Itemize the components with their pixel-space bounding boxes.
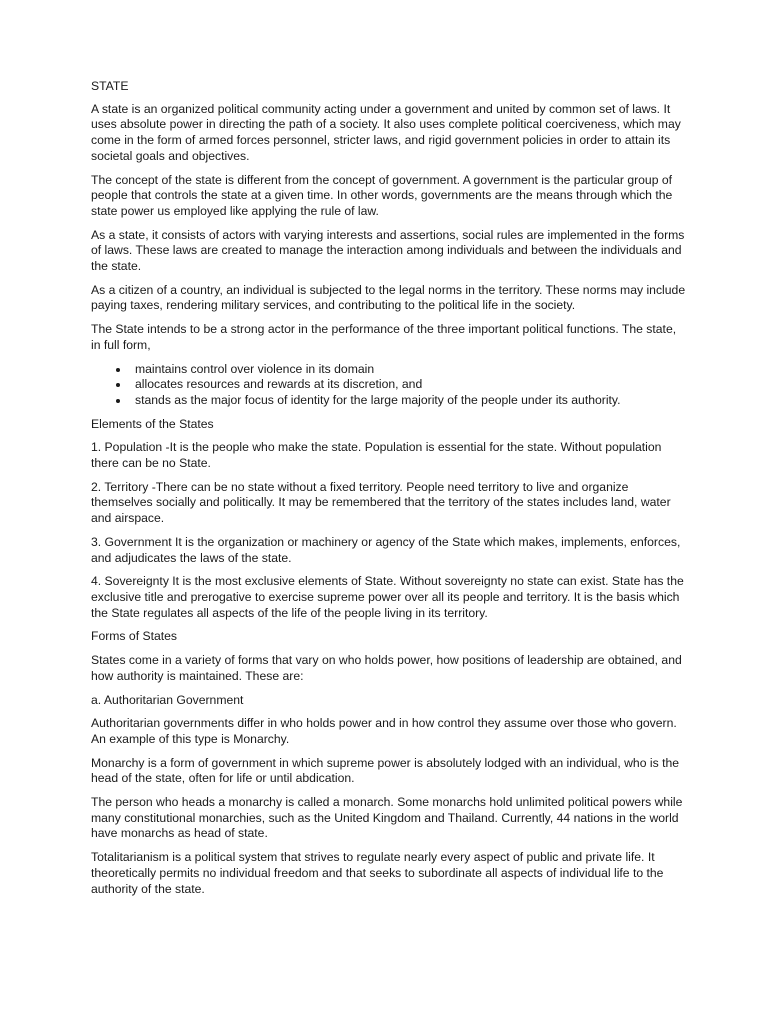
functions-list-item (91, 362, 688, 378)
bullet-icon (116, 368, 120, 372)
authoritarian-paragraph: Monarchy is a form of government in which supreme power is absolutely lodged with an individual, who is the head of the state, often for life or until abdication. (91, 755, 680, 786)
element-paragraph: 4. Sovereignty It is the most exclusive elements of State. Without sovereignty no state can exist. State has the exclusive title and prerogative to exercise supreme power over all its people and territory. It is the basis which the State regulates all aspects of the life of the people living in its territory. (91, 574, 684, 620)
functions-list-item-text: stands as the major focus of identity for the large majority of the people under its authority. (135, 392, 621, 407)
authoritarian-heading: a. Authoritarian Government (91, 692, 244, 707)
element-paragraph: 1. Population -It is the people who make the state. Population is essential for the state. Without population there can be no State. (91, 440, 662, 471)
intro-paragraph: As a state, it consists of actors with varying interests and assertions, social rules are implemented in the forms of laws. These laws are created to manage the interaction among individuals and between the individuals and the state. (91, 227, 685, 274)
functions-list (91, 362, 688, 409)
element-paragraph: 3. Government It is the organization or machinery or agency of the State which makes, implements, enforces, and adjudicates the laws of the state. (91, 534, 681, 565)
forms-intro-paragraph: States come in a variety of forms that vary on who holds power, how positions of leadership are obtained, and how authority is maintained. These are: (91, 653, 682, 683)
functions-list-item-text: maintains control over violence in its domain (135, 361, 375, 376)
intro-paragraph: The State intends to be a strong actor in the performance of the three important political functions. The state, in full form, (91, 322, 677, 352)
functions-list-item (91, 393, 688, 409)
intro-paragraph: As a citizen of a country, an individual is subjected to the legal norms in the territory. These norms may include paying taxes, rendering military services, and contributing to the political life in the society. (91, 282, 686, 313)
element-paragraph: 2. Territory -There can be no state without a fixed territory. People need territory to live and organize themselves socially and politically. It may be remembered that the territory of the states includes land, water and airspace. (91, 479, 671, 526)
functions-list-item-text: allocates resources and rewards at its discretion, and (135, 377, 423, 392)
intro-paragraph: A state is an organized political community acting under a government and united by common set of laws. It uses absolute power in directing the path of a society. It also uses complete political coerciveness, which may come in the form of armed forces personnel, stricter laws, and rigid government policies in order to attain its societal goals and objectives. (91, 101, 681, 163)
authoritarian-paragraph: Authoritarian governments differ in who holds power and in how control they assume over those who govern. An example of this type is Monarchy. (91, 716, 677, 746)
bullet-icon (116, 399, 120, 403)
authoritarian-paragraph: The person who heads a monarchy is called a monarch. Some monarchs hold unlimited political powers while many constitutional monarchies, such as the United Kingdom and Thailand. Currently, 44 nations in the world have monarchs as head of state. (91, 795, 683, 841)
functions-list-item (91, 377, 688, 393)
bullet-icon (116, 383, 120, 387)
document-title: STATE (91, 79, 129, 93)
intro-paragraph: The concept of the state is different from the concept of government. A government is the particular group of people that controls the state at a given time. In other words, governments are the means through which the state power us employed like applying the rule of law. (91, 172, 673, 218)
forms-heading: Forms of States (91, 629, 178, 644)
elements-heading: Elements of the States (91, 416, 214, 431)
authoritarian-paragraph: Totalitarianism is a political system that strives to regulate nearly every aspect of public and private life. It theoretically permits no individual freedom and that seeks to subordinate all aspects of individual life to the authority of the state. (91, 850, 664, 896)
